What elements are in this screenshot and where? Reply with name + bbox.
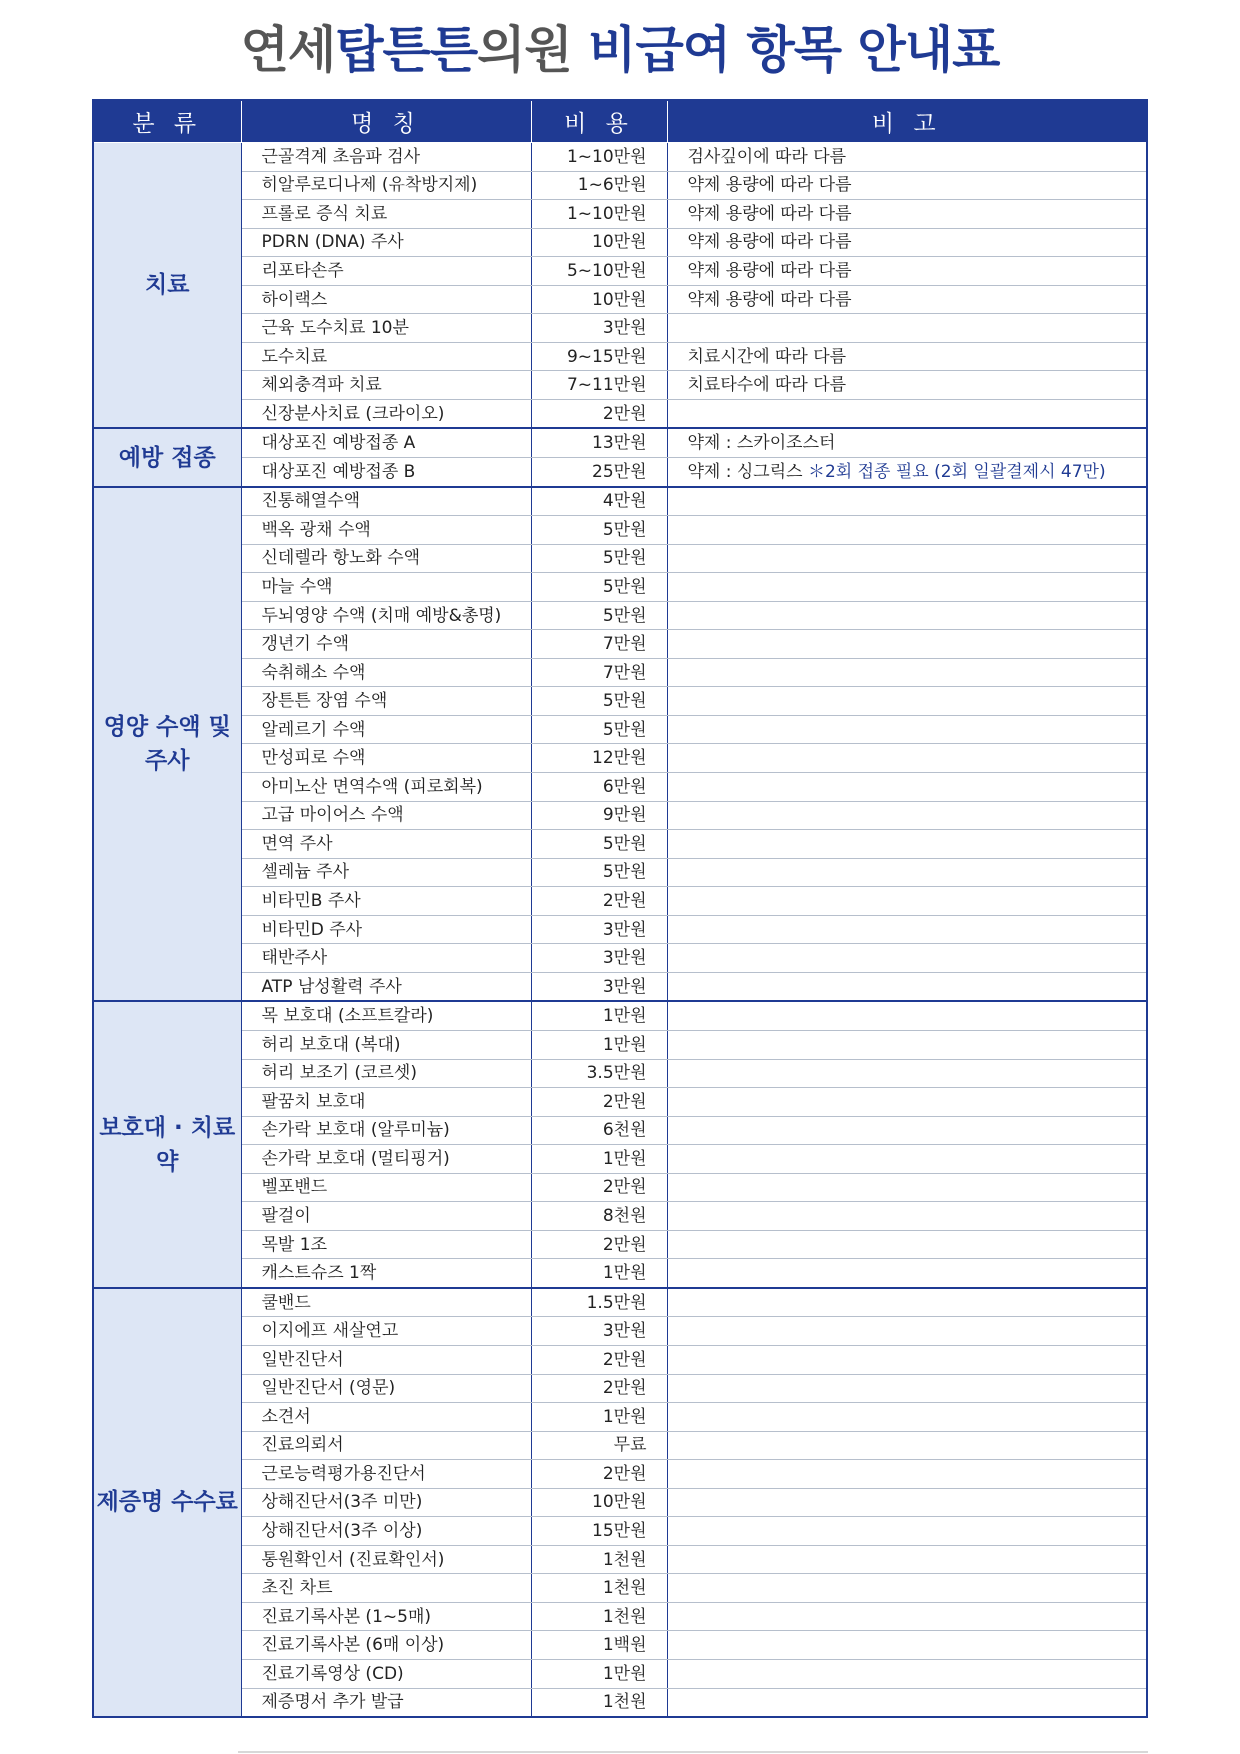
item-note-cell [667,228,1147,257]
table-row [93,516,1147,545]
note-text: 치료시간에 따라 다름 [687,346,847,367]
item-name-cell: 팔걸이 [241,1202,531,1231]
item-name-cell: 만성피로 수액 [241,744,531,773]
table-row [93,630,1147,659]
table-row [93,1631,1147,1660]
item-name-cell: PDRN (DNA) 주사 [241,228,531,257]
table-row [93,342,1147,371]
item-cost-cell: 3만원 [531,1317,667,1346]
item-name-cell: 팔꿈치 보호대 [241,1088,531,1117]
table-row [93,487,1147,516]
item-cost-cell: 5만원 [531,544,667,573]
item-cost-cell: 2만원 [531,887,667,916]
item-cost-cell: 2만원 [531,1173,667,1202]
item-note-cell [667,1317,1147,1346]
item-name-cell: 일반진단서 (영문) [241,1374,531,1403]
item-cost-cell: 2만원 [531,1345,667,1374]
category-cell: 치료 [93,143,241,429]
item-cost-cell: 5만원 [531,687,667,716]
item-cost-cell: 1~10만원 [531,200,667,229]
note-text: 치료타수에 따라 다름 [687,375,847,396]
table-row [93,972,1147,1001]
item-note-cell [667,428,1147,457]
item-note-cell [667,1403,1147,1432]
item-note-cell [667,1288,1147,1317]
item-name-cell: 진료기록사본 (1~5매) [241,1602,531,1631]
table-row [93,399,1147,428]
page-title [0,18,1240,82]
item-cost-cell: 7~11만원 [531,371,667,400]
table-row [93,830,1147,859]
item-cost-cell: 4만원 [531,487,667,516]
item-note-cell [667,342,1147,371]
item-name-cell: 허리 보조기 (코르셋) [241,1059,531,1088]
table-row [93,1259,1147,1288]
item-name-cell: 대상포진 예방접종 B [241,458,531,487]
table-row [93,257,1147,286]
table-row [93,715,1147,744]
item-cost-cell: 3만원 [531,944,667,973]
table-row [93,428,1147,457]
table-row [93,1460,1147,1489]
item-note-cell [667,1345,1147,1374]
item-cost-cell: 15만원 [531,1517,667,1546]
item-note-cell [667,944,1147,973]
item-note-cell [667,887,1147,916]
item-note-cell [667,371,1147,400]
item-cost-cell: 2만원 [531,399,667,428]
item-name-cell: 허리 보호대 (복대) [241,1030,531,1059]
item-note-cell [667,1001,1147,1030]
item-cost-cell: 10만원 [531,285,667,314]
item-name-cell: 근로능력평가용진단서 [241,1460,531,1489]
item-name-cell: 두뇌영양 수액 (치매 예방&총명) [241,601,531,630]
item-cost-cell: 1.5만원 [531,1288,667,1317]
item-name-cell: 진료기록영상 (CD) [241,1659,531,1688]
title-clinic-prefix: 연세 [240,21,336,79]
note-highlight-text: ＊2회 접종 필요 (2회 일괄결제시 47만) [807,461,1106,482]
table-row [93,944,1147,973]
table-row [93,1602,1147,1631]
item-name-cell: 갱년기 수액 [241,630,531,659]
item-note-cell [667,601,1147,630]
item-cost-cell: 2만원 [531,1460,667,1489]
item-note-cell [667,573,1147,602]
item-cost-cell: 5만원 [531,858,667,887]
item-cost-cell: 1만원 [531,1259,667,1288]
table-row [93,1488,1147,1517]
item-note-cell [667,1431,1147,1460]
header-name: 명 칭 [241,100,531,143]
table-row [93,1001,1147,1030]
table-row [93,1431,1147,1460]
item-cost-cell: 13만원 [531,428,667,457]
item-note-cell [667,544,1147,573]
item-name-cell: 목 보호대 (소프트칼라) [241,1001,531,1030]
table-row [93,658,1147,687]
table-row [93,573,1147,602]
item-cost-cell: 8천원 [531,1202,667,1231]
item-name-cell: 상해진단서(3주 이상) [241,1517,531,1546]
item-name-cell: ATP 남성활력 주사 [241,972,531,1001]
table-row [93,1173,1147,1202]
item-cost-cell: 7만원 [531,658,667,687]
item-cost-cell: 1천원 [531,1602,667,1631]
header-category: 분 류 [93,100,241,143]
item-note-cell [667,687,1147,716]
item-cost-cell: 3만원 [531,972,667,1001]
item-cost-cell: 1백원 [531,1631,667,1660]
item-note-cell [667,143,1147,172]
item-cost-cell: 5만원 [531,830,667,859]
item-cost-cell: 12만원 [531,744,667,773]
item-note-cell [667,314,1147,343]
note-text: 약제 용량에 따라 다름 [687,175,852,196]
item-note-cell [667,972,1147,1001]
item-name-cell: 대상포진 예방접종 A [241,428,531,457]
table-row [93,801,1147,830]
item-name-cell: 손가락 보호대 (멀티핑거) [241,1145,531,1174]
item-cost-cell: 무료 [531,1431,667,1460]
table-row [93,915,1147,944]
item-name-cell: 체외충격파 치료 [241,371,531,400]
item-name-cell: 비타민B 주사 [241,887,531,916]
item-name-cell: 캐스트슈즈 1짝 [241,1259,531,1288]
table-row [93,744,1147,773]
item-note-cell [667,1488,1147,1517]
item-note-cell [667,1688,1147,1717]
item-note-cell [667,257,1147,286]
item-name-cell: 통원확인서 (진료확인서) [241,1545,531,1574]
item-cost-cell: 10만원 [531,228,667,257]
item-cost-cell: 2만원 [531,1230,667,1259]
table-row [93,1659,1147,1688]
note-text: 약제 용량에 따라 다름 [687,260,852,281]
item-cost-cell: 1~6만원 [531,171,667,200]
footer-divider [238,1751,1148,1753]
table-row [93,200,1147,229]
item-name-cell: 근육 도수치료 10분 [241,314,531,343]
title-subject: 비급여 항목 안내표 [588,21,1000,79]
item-note-cell [667,1517,1147,1546]
item-name-cell: 진료의뢰서 [241,1431,531,1460]
item-cost-cell: 2만원 [531,1374,667,1403]
item-name-cell: 알레르기 수액 [241,715,531,744]
note-text: 약제 용량에 따라 다름 [687,203,852,224]
item-cost-cell: 1천원 [531,1574,667,1603]
table-row [93,858,1147,887]
table-row [93,228,1147,257]
item-name-cell: 백옥 광채 수액 [241,516,531,545]
table-row [93,1374,1147,1403]
table-row [93,171,1147,200]
item-name-cell: 마늘 수액 [241,573,531,602]
item-note-cell [667,744,1147,773]
table-row [93,1230,1147,1259]
item-note-cell [667,1088,1147,1117]
item-name-cell: 진통해열수액 [241,487,531,516]
item-cost-cell: 6만원 [531,773,667,802]
item-note-cell [667,458,1147,487]
title-clinic-suffix: 의원 [477,21,572,79]
item-cost-cell: 5~10만원 [531,257,667,286]
item-note-cell [667,1202,1147,1231]
item-cost-cell: 1~10만원 [531,143,667,172]
item-note-cell [667,915,1147,944]
item-note-cell [667,1659,1147,1688]
item-note-cell [667,630,1147,659]
item-cost-cell: 1만원 [531,1030,667,1059]
note-text: 약제 : 싱그릭스 [687,461,803,482]
item-name-cell: 일반진단서 [241,1345,531,1374]
item-name-cell: 초진 차트 [241,1574,531,1603]
note-text: 약제 용량에 따라 다름 [687,232,852,253]
item-name-cell: 쿨밴드 [241,1288,531,1317]
item-name-cell: 목발 1조 [241,1230,531,1259]
table-body [93,143,1147,1718]
table-row [93,1145,1147,1174]
item-note-cell [667,858,1147,887]
item-note-cell [667,1631,1147,1660]
item-name-cell: 제증명서 추가 발급 [241,1688,531,1717]
table-row [93,773,1147,802]
item-note-cell [667,171,1147,200]
table-row [93,1088,1147,1117]
table-row [93,1059,1147,1088]
item-name-cell: 숙취해소 수액 [241,658,531,687]
table-row [93,1288,1147,1317]
item-note-cell [667,1460,1147,1489]
item-cost-cell: 10만원 [531,1488,667,1517]
item-note-cell [667,1230,1147,1259]
table-row [93,1345,1147,1374]
item-name-cell: 비타민D 주사 [241,915,531,944]
item-note-cell [667,1545,1147,1574]
table-row [93,544,1147,573]
item-cost-cell: 1천원 [531,1545,667,1574]
note-text: 약제 : 스카이조스터 [687,433,836,454]
fee-table [92,99,1148,1718]
item-cost-cell: 5만원 [531,715,667,744]
item-cost-cell: 1만원 [531,1145,667,1174]
item-note-cell [667,1574,1147,1603]
item-name-cell: 태반주사 [241,944,531,973]
table-row [93,1574,1147,1603]
item-note-cell [667,200,1147,229]
item-cost-cell: 7만원 [531,630,667,659]
header-note: 비 고 [667,100,1147,143]
item-cost-cell: 9만원 [531,801,667,830]
item-name-cell: 고급 마이어스 수액 [241,801,531,830]
item-name-cell: 하이랙스 [241,285,531,314]
item-cost-cell: 2만원 [531,1088,667,1117]
item-note-cell [667,399,1147,428]
table-row [93,314,1147,343]
header-cost: 비 용 [531,100,667,143]
table-row [93,1317,1147,1346]
item-name-cell: 장튼튼 장염 수액 [241,687,531,716]
table-row [93,458,1147,487]
item-cost-cell: 5만원 [531,601,667,630]
item-cost-cell: 6천원 [531,1116,667,1145]
table-row [93,887,1147,916]
item-cost-cell: 3만원 [531,314,667,343]
note-text: 검사깊이에 따라 다름 [687,146,847,167]
category-cell: 예방 접종 [93,428,241,486]
item-cost-cell: 9~15만원 [531,342,667,371]
item-note-cell [667,516,1147,545]
item-cost-cell: 3.5만원 [531,1059,667,1088]
item-note-cell [667,773,1147,802]
table-row [93,1202,1147,1231]
item-note-cell [667,1602,1147,1631]
item-name-cell: 도수치료 [241,342,531,371]
title-clinic-highlight: 탑튼튼 [335,21,478,79]
item-name-cell: 소견서 [241,1403,531,1432]
table-row [93,1403,1147,1432]
category-cell: 제증명 수수료 [93,1288,241,1717]
note-text: 약제 용량에 따라 다름 [687,289,852,310]
item-cost-cell: 1만원 [531,1001,667,1030]
item-cost-cell: 5만원 [531,573,667,602]
table-row [93,1030,1147,1059]
item-note-cell [667,658,1147,687]
item-name-cell: 손가락 보호대 (알루미늄) [241,1116,531,1145]
item-cost-cell: 25만원 [531,458,667,487]
item-note-cell [667,285,1147,314]
table-row [93,1517,1147,1546]
item-cost-cell: 1만원 [531,1659,667,1688]
table-row [93,601,1147,630]
item-cost-cell: 3만원 [531,915,667,944]
item-name-cell: 진료기록사본 (6매 이상) [241,1631,531,1660]
category-cell: 영양 수액 및 주사 [93,487,241,1002]
item-name-cell: 이지에프 새살연고 [241,1317,531,1346]
item-name-cell: 프롤로 증식 치료 [241,200,531,229]
item-name-cell: 리포타손주 [241,257,531,286]
item-cost-cell: 1만원 [531,1403,667,1432]
table-row [93,1688,1147,1717]
item-name-cell: 벨포밴드 [241,1173,531,1202]
table-row [93,285,1147,314]
item-name-cell: 아미노산 면역수액 (피로회복) [241,773,531,802]
table-row [93,143,1147,172]
item-name-cell: 근골격계 초음파 검사 [241,143,531,172]
item-name-cell: 상해진단서(3주 미만) [241,1488,531,1517]
item-cost-cell: 5만원 [531,516,667,545]
item-name-cell: 셀레늄 주사 [241,858,531,887]
item-note-cell [667,1145,1147,1174]
table-row [93,1116,1147,1145]
item-note-cell [667,487,1147,516]
item-name-cell: 히알루로디나제 (유착방지제) [241,171,531,200]
table-row [93,687,1147,716]
item-note-cell [667,715,1147,744]
item-name-cell: 신데렐라 항노화 수액 [241,544,531,573]
category-cell: 보호대 · 치료약 [93,1001,241,1287]
item-note-cell [667,1259,1147,1288]
item-name-cell: 면역 주사 [241,830,531,859]
item-cost-cell: 1천원 [531,1688,667,1717]
item-name-cell: 신장분사치료 (크라이오) [241,399,531,428]
item-note-cell [667,830,1147,859]
table-row [93,1545,1147,1574]
item-note-cell [667,801,1147,830]
item-note-cell [667,1030,1147,1059]
item-note-cell [667,1173,1147,1202]
table-row [93,371,1147,400]
item-note-cell [667,1116,1147,1145]
item-note-cell [667,1374,1147,1403]
table-header-row [93,100,1147,143]
item-note-cell [667,1059,1147,1088]
